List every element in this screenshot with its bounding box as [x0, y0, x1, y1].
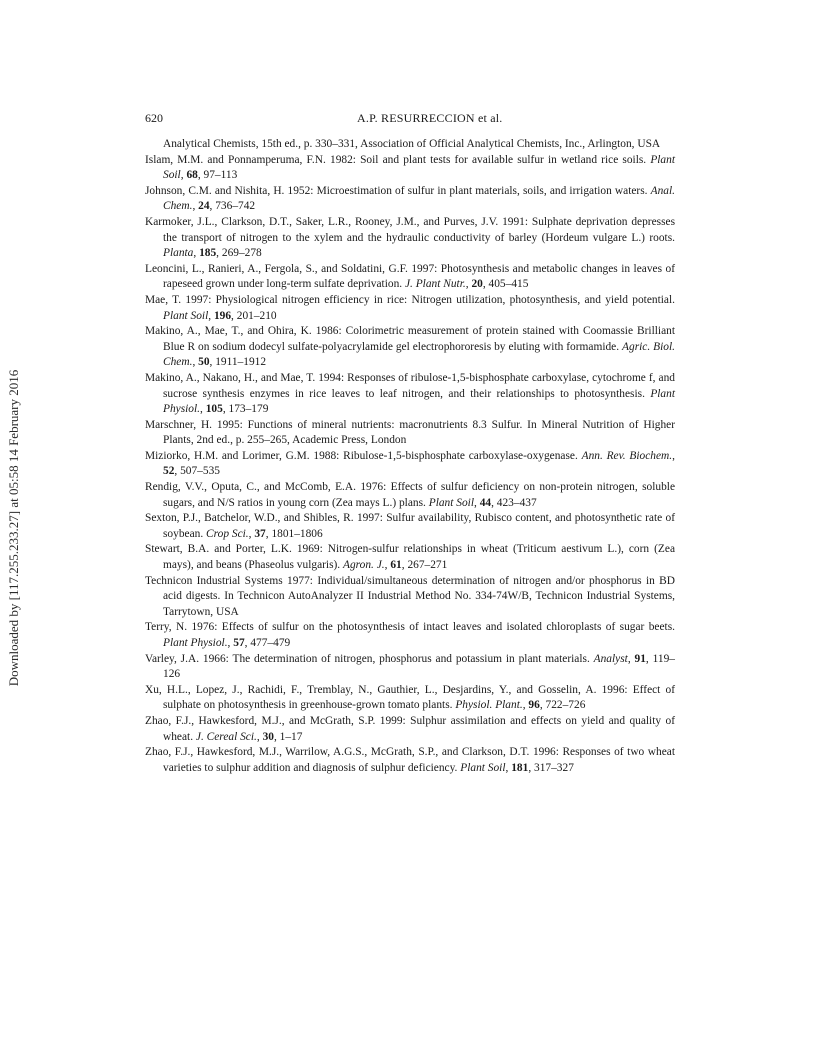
- page-header: [145, 111, 675, 127]
- reference-pages: 507–535: [180, 465, 220, 478]
- reference-text: Sexton, P.J., Batchelor, W.D., and Shibles, R. 1997: Sulfur availability, Rubisco content, and photosynthetic rate of soybean.: [145, 512, 675, 540]
- reference-volume: 50: [198, 356, 210, 369]
- reference-text: Mae, T. 1997: Physiological nitrogen efficiency in rice: Nitrogen utilization, photosynthesis, and yield potential.: [145, 293, 675, 306]
- reference-volume: 24: [198, 200, 210, 213]
- reference-pages: 119–126: [163, 652, 675, 681]
- reference-text: Technicon Industrial Systems 1977: Individual/simultaneous determination of nitrogen and/or phosphorus in BD acid digests. In Technicon AutoAnalyzer II Industrial Method No. 334-74W/B, Technicon Industrial Systems, Tarrytown, USA: [145, 574, 675, 618]
- reference-volume: 30: [262, 730, 274, 743]
- reference-volume: 68: [186, 169, 198, 182]
- reference-pages: 405–415: [488, 278, 529, 291]
- reference-journal: Planta: [163, 247, 194, 260]
- reference-text: Terry, N. 1976: Effects of sulfur on the photosynthesis of intact leaves and isolated chloroplasts of sugar beets.: [145, 621, 675, 634]
- reference-text: Miziorko, H.M. and Lorimer, G.M. 1988: Ribulose-1,5-bisphosphate carboxylase-oxygenase.: [145, 449, 582, 462]
- reference-pages: 1911–1912: [215, 356, 267, 369]
- reference-entry: Islam, M.M. and Ponnamperuma, F.N. 1982: Soil and plant tests for available sulfur in wetland rice soils. Plant Soil, 68, 97–113: [145, 153, 675, 182]
- reference-journal: Anal. Chem.: [163, 184, 675, 213]
- reference-journal: Plant Soil: [163, 153, 675, 182]
- reference-pages: 317–327: [534, 761, 574, 774]
- reference-pages: 423–437: [496, 496, 537, 509]
- reference-text: Zhao, F.J., Hawkesford, M.J., Warrilow, A.G.S., McGrath, S.P., and Clarkson, D.T. 1996: Responses of two wheat varieties to sulphur addition and diagnosis of sulphur deficiency.: [145, 746, 675, 774]
- reference-entry: [145, 137, 675, 153]
- reference-entry: Terry, N. 1976: Effects of sulfur on the photosynthesis of intact leaves and isolated chloroplasts of sugar beets. Plant Physiol., 57, 477–479: [145, 621, 675, 649]
- reference-journal: Plant Physiol.: [163, 637, 228, 649]
- reference-entry: Zhao, F.J., Hawkesford, M.J., Warrilow, A.G.S., McGrath, S.P., and Clarkson, D.T. 1996: Responses of two wheat varieties to sulphur addition and diagnosis of sulphur deficiency. Plant Soil, 181, 317–327: [145, 746, 675, 774]
- reference-entry: Mae, T. 1997: Physiological nitrogen efficiency in rice: Nitrogen utilization, photosynthesis, and yield potential. Plant Soil, 196, 201–210: [145, 293, 675, 322]
- reference-journal: Plant Soil: [460, 761, 506, 774]
- reference-pages: 1801–1806: [271, 527, 323, 540]
- reference-volume: 57: [233, 637, 245, 649]
- reference-entry: Makino, A., Mae, T., and Ohira, K. 1986: Colorimetric measurement of protein stained with Coomassie Brilliant Blue R on sodium dodecyl sulfate-polyacrylamide gel electrophororesis by eluting with formamide. Agric. Biol. Chem., 50, 1911–1912: [145, 325, 675, 369]
- reference-pages: 97–113: [203, 169, 238, 182]
- reference-journal: Plant Soil: [163, 309, 209, 322]
- page-number: 620: [145, 111, 163, 125]
- reference-entry: Miziorko, H.M. and Lorimer, G.M. 1988: Ribulose-1,5-bisphosphate carboxylase-oxygenase. Ann. Rev. Biochem., 52, 507–535: [145, 449, 675, 478]
- reference-volume: 105: [205, 403, 223, 416]
- reference-volume: 96: [528, 699, 540, 712]
- reference-text: Stewart, B.A. and Porter, L.K. 1969: Nitrogen-sulfur relationships in wheat (Triticum aestivum L.), corn (Zea mays), and beans (Phaseolus vulgaris).: [145, 543, 675, 572]
- reference-volume: 196: [213, 309, 232, 322]
- reference-journal: Ann. Rev. Biochem.: [581, 449, 673, 462]
- reference-pages: 267–271: [407, 559, 448, 572]
- reference-journal: Physiol. Plant.: [455, 699, 523, 712]
- running-head: A.P. RESURRECCION et al.: [357, 111, 503, 125]
- reference-text: Zhao, F.J., Hawkesford, M.J., and McGrath, S.P. 1999: Sulphur assimilation and effects on yield and quality of wheat.: [145, 714, 675, 743]
- reference-entry: Varley, J.A. 1966: The determination of nitrogen, phosphorus and potassium in plant materials. Analyst, 91, 119–126: [145, 652, 675, 681]
- reference-journal: Agron. J.: [343, 559, 385, 572]
- reference-volume: 44: [479, 496, 492, 509]
- reference-text: Rendig, V.V., Oputa, C., and McComb, E.A. 1976: Effects of sulfur deficiency on non-protein nitrogen, soluble sugars, and N/S ratios in young corn (Zea mays L.) plans.: [145, 481, 675, 509]
- reference-entry: Xu, H.L., Lopez, J., Rachidi, F., Tremblay, N., Gauthier, L., Desjardins, Y., and Gosselin, A. 1996: Effect of sulphate on photosynthesis in greenhouse-grown tomato plants. Physiol. Plant., 96, 722–726: [145, 683, 675, 712]
- reference-journal: J. Cereal Sci.: [195, 730, 257, 743]
- reference-volume: 20: [471, 278, 483, 291]
- reference-journal: Analyst: [593, 652, 628, 665]
- reference-text: Varley, J.A. 1966: The determination of nitrogen, phosphorus and potassium in plant materials.: [145, 652, 594, 665]
- reference-text: Marschner, H. 1995: Functions of mineral nutrients: macronutrients 8.3 Sulfur. In Mineral Nutrition of Higher Plants, 2nd ed., p. 255–265, Academic Press, London: [145, 418, 675, 447]
- reference-volume: 61: [390, 559, 402, 572]
- reference-journal: Crop Sci.: [206, 527, 249, 540]
- reference-journal: Agric. Biol. Chem.: [163, 340, 675, 369]
- reference-entry: Leoncini, L., Ranieri, A., Fergola, S., and Soldatini, G.F. 1997: Photosynthesis and metabolic changes in leaves of rapeseed grown under long-term sulfate deprivation. J. Plant Nutr., 20, 405–415: [145, 262, 675, 291]
- reference-entry: Sexton, P.J., Batchelor, W.D., and Shibles, R. 1997: Sulfur availability, Rubisco content, and photosynthetic rate of soybean. Crop Sci., 37, 1801–1806: [145, 512, 675, 540]
- reference-text: Islam, M.M. and Ponnamperuma, F.N. 1982: Soil and plant tests for available sulfur in wetland rice soils.: [145, 153, 651, 166]
- reference-entry: Rendig, V.V., Oputa, C., and McComb, E.A. 1976: Effects of sulfur deficiency on non-protein nitrogen, soluble sugars, and N/S ratios in young corn (Zea mays L.) plans. Plant Soil, 44, 423–437: [145, 481, 675, 509]
- reference-text: Analytical Chemists, 15th ed., p. 330–331, Association of Official Analytical Chemists, Inc., Arlington, USA: [163, 138, 661, 150]
- reference-pages: 736–742: [215, 200, 256, 213]
- reference-volume: 181: [511, 761, 529, 774]
- reference-text: Karmoker, J.L., Clarkson, D.T., Saker, L.R., Rooney, J.M., and Purves, J.V. 1991: Sulphate deprivation depresses the transport of nitrogen to the xylem and the hydraulic conductivity of barley (Hordeum vulgare L.) roots.: [145, 215, 675, 244]
- download-watermark: Downloaded by [117.255.233.27] at 05:58 14 February 2016: [6, 369, 21, 687]
- reference-volume: 37: [254, 527, 266, 540]
- reference-entry: Karmoker, J.L., Clarkson, D.T., Saker, L.R., Rooney, J.M., and Purves, J.V. 1991: Sulphate deprivation depresses the transport of nitrogen to the xylem and the hydraulic conductivity of barley (Hordeum vulgare L.) roots. Planta, 185, 269–278: [145, 215, 675, 260]
- reference-pages: 201–210: [236, 309, 277, 322]
- reference-volume: 52: [163, 465, 175, 478]
- reference-volume: 91: [634, 652, 646, 665]
- reference-entry: Stewart, B.A. and Porter, L.K. 1969: Nitrogen-sulfur relationships in wheat (Triticum aestivum L.), corn (Zea mays), and beans (Phaseolus vulgaris). Agron. J., 61, 267–271: [145, 543, 675, 572]
- reference-entry: Johnson, C.M. and Nishita, H. 1952: Microestimation of sulfur in plant materials, soils, and irrigation waters. Anal. Chem., 24, 736–742: [145, 184, 675, 213]
- reference-entry: [145, 418, 675, 449]
- reference-journal: Plant Soil: [428, 496, 474, 509]
- reference-text: Xu, H.L., Lopez, J., Rachidi, F., Tremblay, N., Gauthier, L., Desjardins, Y., and Gosselin, A. 1996: Effect of sulphate on photosynthesis in greenhouse-grown tomato plants.: [145, 683, 675, 712]
- reference-pages: 173–179: [228, 403, 269, 416]
- reference-text: Leoncini, L., Ranieri, A., Fergola, S., and Soldatini, G.F. 1997: Photosynthesis and metabolic changes in leaves of rapeseed grown under long-term sulfate deprivation.: [145, 262, 675, 291]
- reference-text: Makino, A., Nakano, H., and Mae, T. 1994: Responses of ribulose-1,5-bisphosphate carboxylase, cytochrome f, and sucrose synthesis enzymes in rice leaves to leaf nitrogen, and their relationships to photosynthesis.: [145, 371, 675, 400]
- reference-pages: 722–726: [545, 699, 586, 712]
- reference-pages: 477–479: [250, 637, 291, 649]
- reference-pages: 1–17: [279, 730, 303, 743]
- reference-entry: Makino, A., Nakano, H., and Mae, T. 1994: Responses of ribulose-1,5-bisphosphate carboxylase, cytochrome f, and sucrose synthesis enzymes in rice leaves to leaf nitrogen, and their relationships to photosynthesis. Plant Physiol., 105, 173–179: [145, 371, 675, 416]
- reference-list: [145, 137, 675, 776]
- reference-text: Makino, A., Mae, T., and Ohira, K. 1986: Colorimetric measurement of protein stained with Coomassie Brilliant Blue R on sodium dodecyl sulfate-polyacrylamide gel electrophororesis by eluting with formamide.: [145, 325, 675, 353]
- reference-journal: J. Plant Nutr.: [404, 278, 466, 291]
- reference-entry: Zhao, F.J., Hawkesford, M.J., and McGrath, S.P. 1999: Sulphur assimilation and effects on yield and quality of wheat. J. Cereal Sci., 30, 1–17: [145, 714, 675, 743]
- reference-volume: 185: [199, 247, 217, 260]
- reference-text: Johnson, C.M. and Nishita, H. 1952: Microestimation of sulfur in plant materials, soils, and irrigation waters.: [145, 184, 651, 197]
- reference-journal: Plant Physiol.: [163, 387, 675, 416]
- reference-entry: [145, 574, 675, 621]
- reference-pages: 269–278: [221, 247, 262, 260]
